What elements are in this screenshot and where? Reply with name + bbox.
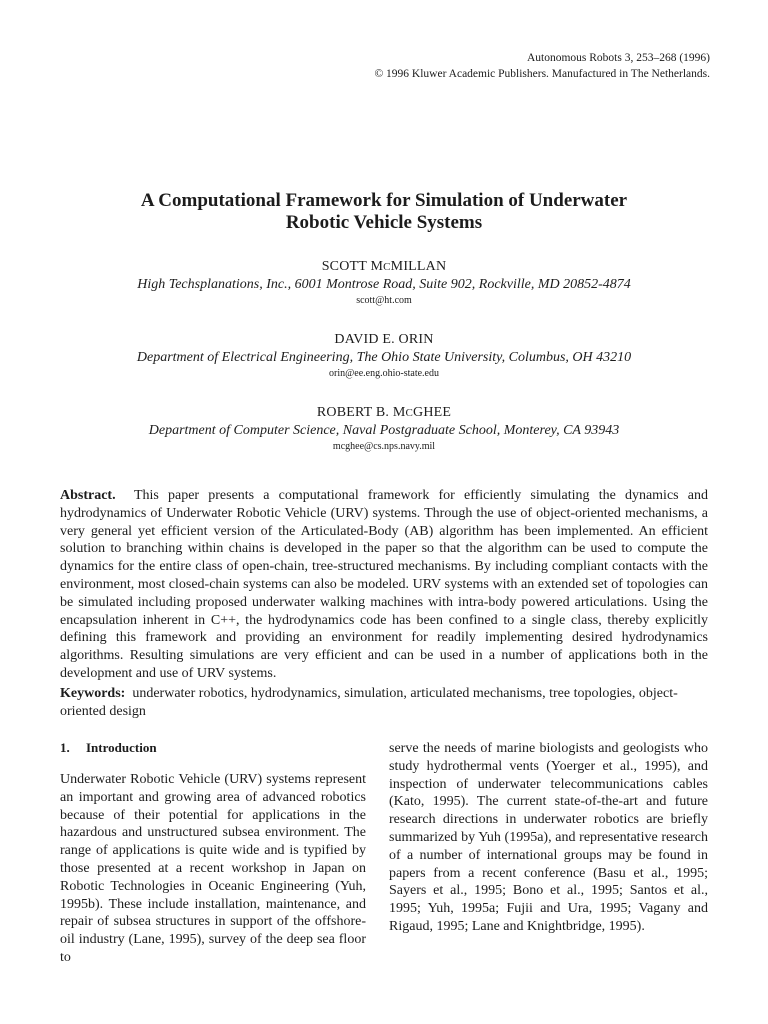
section-heading (60, 739, 366, 756)
author-name: ROBERT B. MCGHEE (316, 405, 452, 420)
copyright-line: © 1996 Kluwer Academic Publishers. Manufactured in The Netherlands. (374, 67, 710, 80)
title-line-2: Robotic Vehicle Systems (285, 212, 483, 233)
section-number: 1. (60, 740, 70, 755)
author-email: mcghee@cs.nps.navy.mil (332, 441, 436, 452)
keywords-label: Keywords: (60, 686, 126, 701)
body-right-column (389, 740, 708, 936)
author-block-3 (60, 404, 708, 454)
author-affiliation: Department of Computer Science, Naval Postgraduate School, Monterey, CA 93943 (148, 423, 620, 438)
intro-paragraph: Underwater Robotic Vehicle (URV) systems represent an important and growing area of advanced robotics because of their potential for applications in the hazardous and unstructured subsea environment. The range of applications is quite wide and is typified by those presented at a recent workshop in Japan on Robotic Technologies in Oceanic Engineering (Yuh, 1995b). These include installation, maintenance, and repair of subsea structures in support of the offshore-oil industry (Lane, 1995), survey of the deep sea floor to (60, 772, 366, 965)
author-name: DAVID E. ORIN (334, 332, 434, 347)
abstract-text: This paper presents a computational framework for efficiently simulating the dynamics and hydrodynamics of Underwater Robotic Vehicle (URV) systems. Through the use of object-oriented mechanisms, a very general yet efficient version of the Articulated-Body (AB) algorithm has been implemented. An efficient solution to branching within chains is developed in the paper so that the algorithm can be used to compute the dynamics for the entire class of open-chain, tree-structured mechanisms. By including compliant contacts with the environment, most closed-chain systems can also be modeled. URV systems with an extended set of topologies can be simulated including proposed underwater walking machines with intra-body powered articulations. Using the encapsulation inherent in C++, the hydrodynamics code has been confined to a single class, thereby explicitly defining this framework and providing an environment for readily implementing desired hydrodynamics algorithms. Resulting simulations are very efficient and can be used in a number of applications both in the development and use of URV systems. (60, 488, 708, 681)
author-block-2 (60, 331, 708, 381)
journal-citation: Autonomous Robots 3, 253–268 (1996) (526, 52, 710, 64)
author-email: orin@ee.eng.ohio-state.edu (328, 368, 439, 379)
abstract-label: Abstract. (60, 488, 116, 503)
section-title: Introduction (86, 740, 157, 755)
intro-paragraph-continued: serve the needs of marine biologists and geologists who study hydrothermal vents (Yoerger et al., 1995), and inspection of underwater telecommunications cables (Kato, 1995). The current state-of-the-art and future research directions in underwater robotics are briefly summarized by Yuh (1995a), and representative research of a number of international groups may be found in papers from a recent conference (Basu et al., 1995; Sayers et al., 1995; Bono et al., 1995; Santos et al., 1995; Yuh, 1995a; Fujii and Ura, 1995; Vagany and Rigaud, 1995; Lane and Knightbridge, 1995). (389, 741, 708, 934)
author-affiliation: High Techsplanations, Inc., 6001 Montrose Road, Suite 902, Rockville, MD 20852-4874 (137, 277, 631, 292)
keywords-text: underwater robotics, hydrodynamics, simulation, articulated mechanisms, tree topologies, object-oriented design (60, 686, 678, 719)
author-block-1 (60, 258, 708, 308)
body-left-column (60, 739, 366, 967)
abstract (60, 487, 708, 683)
title-line-1: A Computational Framework for Simulation of Underwater (140, 190, 628, 211)
paper-title (60, 190, 708, 234)
author-affiliation: Department of Electrical Engineering, The Ohio State University, Columbus, OH 43210 (136, 350, 632, 365)
keywords (60, 685, 708, 721)
author-name: SCOTT MCMILLAN (321, 259, 447, 274)
journal-header (374, 51, 710, 82)
author-email: scott@ht.com (356, 295, 412, 306)
